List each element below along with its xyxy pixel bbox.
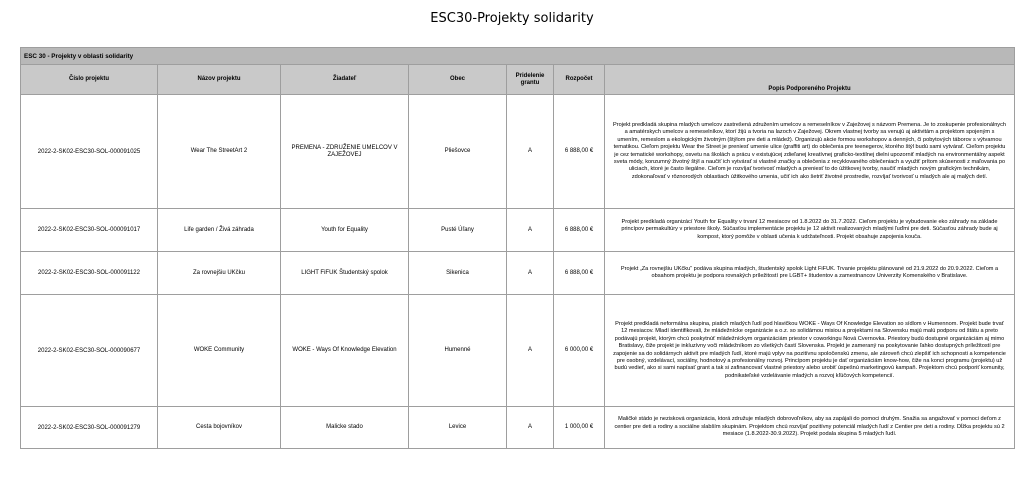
- project-grant: A: [507, 252, 554, 295]
- project-municipality: Humenné: [409, 295, 507, 407]
- project-id: 2022-2-SK02-ESC30-SOL-000090677: [21, 295, 158, 407]
- table-row: [21, 209, 1015, 252]
- project-description: Projekt predkladá neformálna skupina, piatich mladých ľudí pod hlavičkou WOKE - Ways Of Knowledge Elevation so sídlom v Humennom. Projekt bude trvať 12 mesiacov. Mladí identifikovali, že mládežnícke organizácie a o.z. so solidárnou misiou a projektami na Slovensku majú malú podporu od štátu a preto podávajú projekt, ktorým chcú poskytnúť mládežníckym organizáciám priestor v coworkingu Nová Cvernovka. Priestory budú dostupné organizáciám aj mimo Bratislavy, čiže projekt je inkluzívny voči mládežníkom zo všetkých častí Slovenska. Projekt je zameraný na poskytovanie ľahko dostupných príležitostí pre zapojenie sa do solidárnych aktivít pre mladých ľudí, ktoré majú vplyv na pozitívnu spoločenskú zmenu, ale zároveň chcú zlepšiť ich schopnosti a kompetencie pre osobný, vzdelávací, sociálny, hodnotový a profesionálny rozvoj. Princípom projektu je dať organizáciám know-how, čiže na konci programu (projektu) už budú vedieť, ako si sami napísať grant a tak si zafinancovať vlastné priestory alebo urobiť úspešnú marketingovú kampaň. Projektom chcú podporiť komunity, podnikateľské vzdelávanie mladých a rozvoj kľúčových kompetencií.: [605, 295, 1015, 407]
- table-row: [21, 295, 1015, 407]
- col-header-description: Popis Podporeného Projektu: [605, 65, 1015, 95]
- project-budget: 6 888,00 €: [554, 95, 605, 209]
- project-id: 2022-2-SK02-ESC30-SOL-000091122: [21, 252, 158, 295]
- project-municipality: Pliešovce: [409, 95, 507, 209]
- project-applicant: PREMENA - ZDRUŽENIE UMELCOV V ZAJEŽOVEJ: [281, 95, 409, 209]
- project-budget: 6 888,00 €: [554, 252, 605, 295]
- col-header-grant: Pridelenie grantu: [507, 65, 554, 95]
- project-description: Projekt predkladá organizácí Youth for Equality v trvaní 12 mesiacov od 1.8.2022 do 31.7.2022. Cieľom projektu je vybudovanie eko záhrady na základe princípov permakultúry v priestore školy. Súčasťou implementácie projektu je 12 aktivít realizovaných mladými ľuďmi pre deti. Súčasťou záhrady bude aj kompost, ktorý pomôže v oblasti učenia k udržateľnosti. Projekt obsahuje zapojenia kouča.: [605, 209, 1015, 252]
- col-header-municipality: Obec: [409, 65, 507, 95]
- project-budget: 6 000,00 €: [554, 295, 605, 407]
- project-description: Projekt predkladá skupina mladých umelcov zastrešená združením umelcov a remeselníkov v Zaježovej s názvom Premena. Je to zoskupenie profesionálnych a amatérskych umelcov a remeselníkov, ktorí žijú a tvoria na lazoch v Zaježovej. Okrem vlastnej tvorby sa venujú aj aktivitám a projektom spojeným s umením, remeslom a ekologickým životným (štýlom pre deti a mládež). Organizujú akcie formou workshopov a denných, či pobytových táborov s výtvarnou tematikou. Cieľom projektu Wear the Street je preniesť umenie ulice (graffiti art) do oblečenia pre teenegerov, ktorého štýl budú sami vytvárať. Cieľom projektu je cez tematické workshopy, osvetu na školách a prácu v existujúcej zdieľanej kreatívnej graficko-textilnej dielni upozorniť mladých na environmentálny aspekt sveta módy, konzumný životný štýl a naučiť ich vytvárať si vlastné značky a oblečenia z recyklovaného oblečeniach a využiť prítom skúsenosti z maľovania po uliciach, ktoré je často ilegálne. Cieľom je rozvíjať tvorivosť mladých a preniesť to do úžitkovej tvorby, naučiť mladých novým grafickým technikám, zdokonaľovať v rôznorodých oblastiach úžitkového umenia, učiť ich ako šetriť životné prostredie, rozvíjať tvorivosť u mladých ale aj malých detí.: [605, 95, 1015, 209]
- project-budget: 6 888,00 €: [554, 209, 605, 252]
- project-id: 2022-2-SK02-ESC30-SOL-000091017: [21, 209, 158, 252]
- project-name: Za rovnejšiu UKčku: [158, 252, 281, 295]
- project-id: 2022-2-SK02-ESC30-SOL-000091025: [21, 95, 158, 209]
- table-row: [21, 252, 1015, 295]
- project-name: Cesta bojovníkov: [158, 407, 281, 449]
- project-name: WOKE Community: [158, 295, 281, 407]
- project-municipality: Sikenica: [409, 252, 507, 295]
- col-header-id: Číslo projektu: [21, 65, 158, 95]
- project-id: 2022-2-SK02-ESC30-SOL-000091279: [21, 407, 158, 449]
- project-municipality: Pusté Úľany: [409, 209, 507, 252]
- project-applicant: Malicke stado: [281, 407, 409, 449]
- project-municipality: Levice: [409, 407, 507, 449]
- table-row: [21, 407, 1015, 449]
- column-header-row: [21, 65, 1015, 95]
- project-applicant: LIGHT FiFUK Študentský spolok: [281, 252, 409, 295]
- document-title: ESC30-Projekty solidarity: [430, 11, 594, 26]
- project-name: Life garden / Živá záhrada: [158, 209, 281, 252]
- project-name: Wear The StreetArt 2: [158, 95, 281, 209]
- table-row: [21, 95, 1015, 209]
- project-description: Projekt „Za rovnejšiu UKčku“ podáva skupina mladých, študentský spolok Light FiFUK. Trvanie projektu plánované od 21.9.2022 do 20.9.2022. Cieľom a obsahom projektu je podpora rovnakých príležitostí pre LGBT+ študentov a zamestnancov Univerzity Komenského v Bratislave.: [605, 252, 1015, 295]
- project-grant: A: [507, 95, 554, 209]
- project-applicant: WOKE - Ways Of Knowledge Elevation: [281, 295, 409, 407]
- project-grant: A: [507, 295, 554, 407]
- project-grant: A: [507, 407, 554, 449]
- project-budget: 1 000,00 €: [554, 407, 605, 449]
- section-header-row: [21, 48, 1015, 65]
- project-description: Maličké stádo je nezisková organizácia, ktorá združuje mladých dobrovoľníkov, aby sa zapájali do pomoci druhým. Snažia sa angažovať v pomoci deťom z centier pre deti a rodiny a sociálne slabším skupinám. Projektom chcú rozvíjať pozitívny potenciál mladých ľudí z Centier pre deti a rodiny. Dĺžka projektu sú 2 mesiace (1.8.2022-30.9.2022). Projekt podala skupina 5 mladých ľudí.: [605, 407, 1015, 449]
- project-applicant: Youth for Equality: [281, 209, 409, 252]
- project-grant: A: [507, 209, 554, 252]
- col-header-applicant: Žiadateľ: [281, 65, 409, 95]
- col-header-budget: Rozpočet: [554, 65, 605, 95]
- projects-table: [20, 47, 1015, 449]
- section-title: ESC 30 - Projekty v oblasti solidarity: [21, 48, 1015, 65]
- col-header-name: Názov projektu: [158, 65, 281, 95]
